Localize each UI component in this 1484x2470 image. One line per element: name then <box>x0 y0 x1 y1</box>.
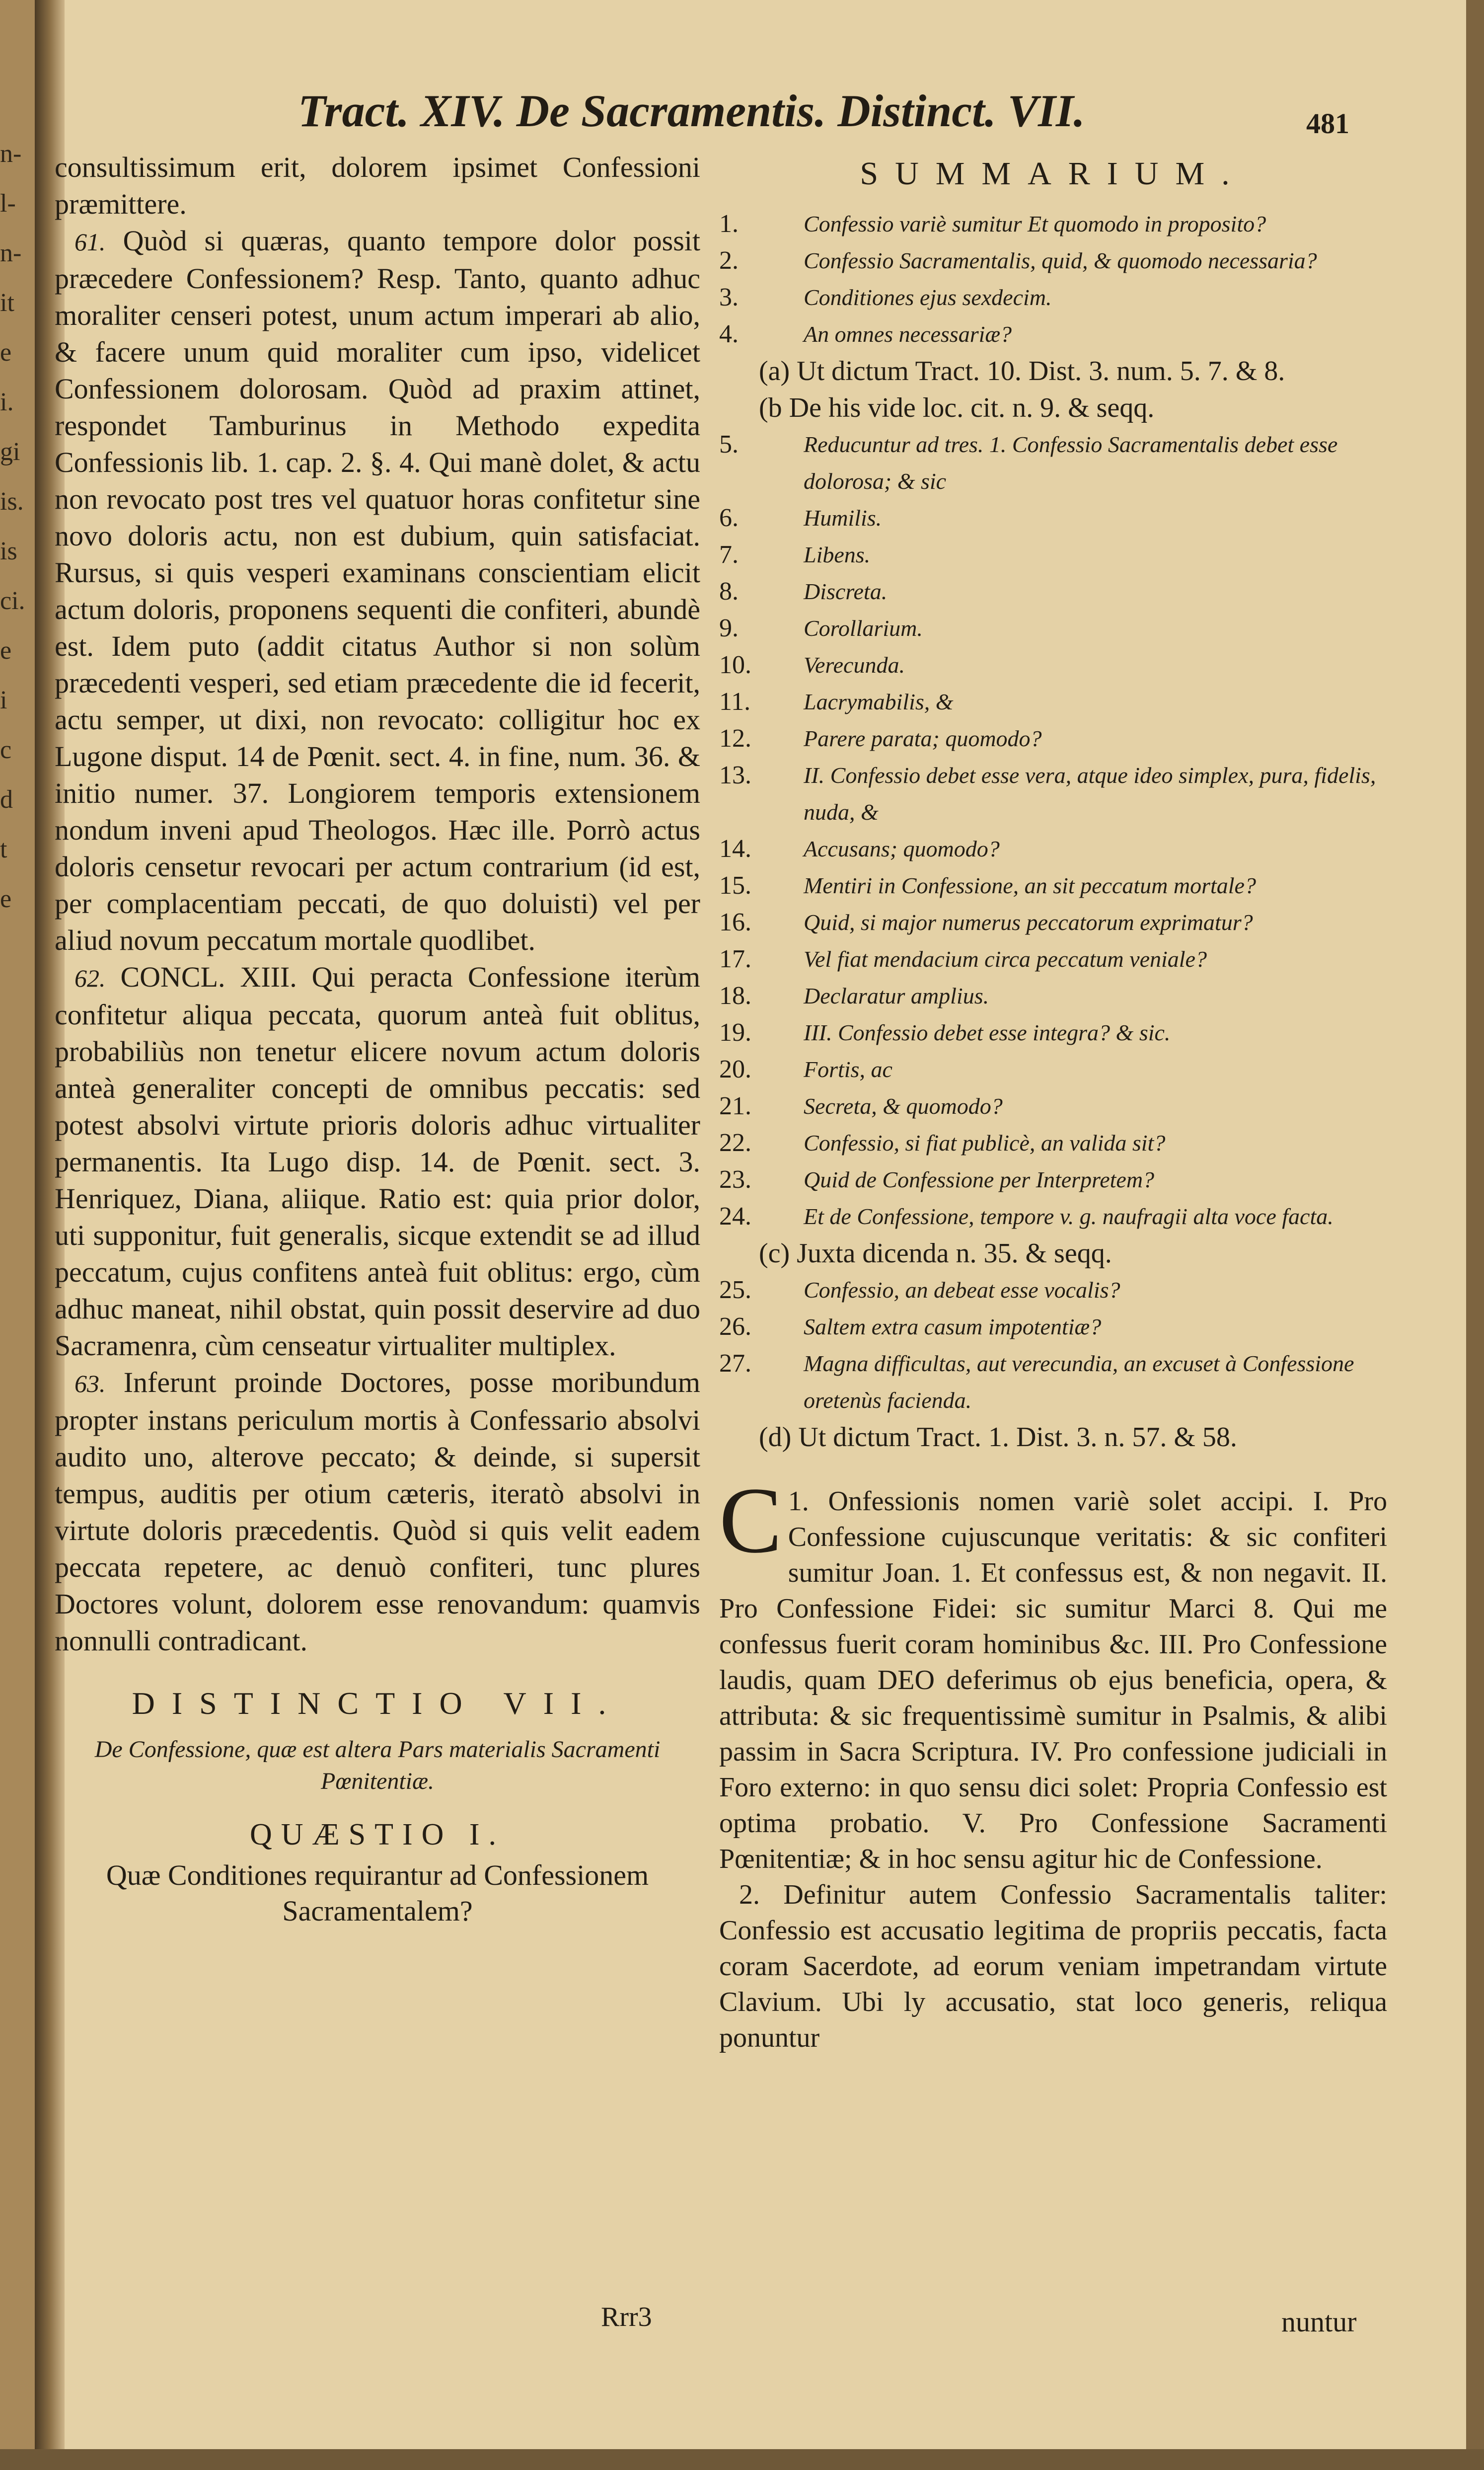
quaestio-text: Quæ Conditiones requirantur ad Confessionem Sacramentalem? <box>106 1859 649 1927</box>
summary-item <box>719 1345 1387 1419</box>
previous-page-fragment: is <box>0 537 17 565</box>
running-head: Tract. XIV. De Sacramentis. Distinct. VII. <box>298 85 1085 136</box>
summary-item <box>719 647 1387 684</box>
previous-page-fragment: e <box>0 338 12 367</box>
summary-item <box>719 1272 1387 1309</box>
summary-item <box>719 978 1387 1014</box>
summary-item-number: 4. <box>719 320 739 348</box>
drop-cap: C <box>719 1468 782 1573</box>
left-column <box>55 149 700 1929</box>
summary-item <box>719 316 1387 353</box>
summary-item <box>719 537 1387 573</box>
body-text <box>719 1468 1388 2056</box>
paragraph-number: 62. <box>74 964 106 992</box>
summary-title: SUMMARIUM. <box>860 155 1247 192</box>
summary-item <box>719 610 1387 647</box>
previous-page-fragment: ci. <box>0 587 25 615</box>
summary-item-text: III. Confessio debet esse integra? & sic. <box>804 1020 1171 1045</box>
summary-item-number: 27. <box>719 1349 751 1378</box>
summary-item-number: 24. <box>719 1202 751 1231</box>
paragraph-number: 2. <box>739 1879 760 1910</box>
summary-item <box>719 206 1387 242</box>
summary-item-text: Magna difficultas, aut verecundia, an excuset à Confessione oretenùs facienda. <box>804 1351 1354 1413</box>
previous-page-fragment: t <box>0 835 7 863</box>
summary-item-number: 11. <box>719 688 751 716</box>
summary-item <box>719 1198 1387 1235</box>
body-paragraph-1 <box>719 1468 1388 1877</box>
summary-item <box>719 1088 1387 1125</box>
summary-item-number: 21. <box>719 1092 751 1120</box>
previous-page-fragment: i. <box>0 388 14 416</box>
distinctio-heading: DISTINCTIO VII. <box>132 1686 623 1721</box>
summary-item <box>719 1051 1387 1088</box>
summary-item-text: Libens. <box>804 542 871 567</box>
paragraph-text: Definitur autem Confessio Sacramentalis taliter: Confessio est accusatio legitima de propriis peccatis, facta coram Sacerdote, ad eorum veniam impetrandam virtute Clavium. Ubi ly accusatio, stat loco generis, reliqua ponuntur <box>719 1879 1387 2053</box>
summary-item-text: Secreta, & quomodo? <box>804 1093 1003 1119</box>
paragraph-text: CONCL. XIII. Qui peracta Confessione iterùm confitetur aliqua peccata, quorum anteà fuit oblitus, probabiliùs non tenetur elicere novum actum doloris anteà generaliter concepti de omnibus peccatis: sed potest absolvi virtute prioris doloris adhuc virtualiter permanentis. Ita Lugo disp. 14. de Pœnit. sect. 3. Henriquez, Diana, aliique. Ratio est: quia prior dolor, uti supponitur, fuit generalis, sicque extendit se ad illud peccatum, cujus confitens anteà fuit oblitus: ergo, cùm adhuc maneat, nihil obstat, quin possit deservire ad duo Sacramenra, cùm censeatur virtualiter multiplex. <box>55 961 701 1362</box>
paragraph-63 <box>55 1364 700 1659</box>
summary-item <box>719 242 1387 279</box>
summary-item-number: 15. <box>719 871 751 900</box>
page-edge-right <box>1466 0 1484 2470</box>
right-column <box>719 149 1387 2056</box>
previous-page-fragment: e <box>0 636 12 665</box>
paragraph-text: Onfessionis nomen variè solet accipi. I. Pro Confessione cujuscunque veritatis: & sic confiteri sumitur Joan. 1. Et confessus est, & non negavit. II. Pro Confessione Fidei: sic sumitur Marci 8. Qui me confessus fuerit coram hominibus &c. III. Pro Confessione laudis, quam DEO deferimus ob ejus beneficia, opera, & attributa: & sic frequentissimè sumitur in Psalmis, & alibi passim in Sacra Scriptura. IV. Pro confessione judiciali in Foro externo: in quo sensu dici solet: Propria Confessio est optima probatio. V. Pro Confessione Sacramenti Pœnitentiæ; & in hoc sensu agitur hic de Confessione. <box>719 1486 1388 1874</box>
previous-page-fragment: is. <box>0 487 24 516</box>
paragraph-61 <box>55 223 700 959</box>
previous-page-fragment: gi <box>0 438 20 466</box>
summary-item-number: 23. <box>719 1165 751 1194</box>
paragraph-continuation: consultissimum erit, dolorem ipsimet Confessioni præmittere. <box>55 151 700 220</box>
summary-item-text: Confessio variè sumitur Et quomodo in proposito? <box>804 211 1266 236</box>
summary-item-text: Fortis, ac <box>804 1057 892 1082</box>
summary-item-number: 1. <box>719 210 739 238</box>
summary-item-text: Saltem extra casum impotentiæ? <box>804 1314 1102 1339</box>
summary-item-text: Conditiones ejus sexdecim. <box>804 285 1052 310</box>
previous-page-fragment: d <box>0 785 13 814</box>
summary-item-number: 20. <box>719 1055 751 1083</box>
distinctio-subtitle: De Confessione, quæ est altera Pars materialis Sacramenti Pœnitentiæ. <box>94 1736 661 1794</box>
summary-item-text: Et de Confessione, tempore v. g. naufragii alta voce facta. <box>804 1204 1334 1229</box>
summary-item <box>719 500 1387 537</box>
summary-item-text: Confessio, an debeat esse vocalis? <box>804 1277 1120 1303</box>
summary-item-text: Lacrymabilis, & <box>804 689 954 714</box>
summary-item <box>719 684 1387 720</box>
summary-list <box>719 206 1387 1456</box>
summary-item <box>719 279 1387 316</box>
summary-item <box>719 757 1387 831</box>
summary-item-number: 22. <box>719 1129 751 1157</box>
summary-item-number: 18. <box>719 982 751 1010</box>
quaestio-heading: QUÆSTIO I. <box>249 1818 506 1852</box>
summary-item <box>719 1014 1387 1051</box>
previous-page-fragment: i <box>0 686 7 714</box>
summary-item <box>719 941 1387 978</box>
summary-item-text: Quid de Confessione per Interpretem? <box>804 1167 1155 1192</box>
summary-item-text: Mentiri in Confessione, an sit peccatum mortale? <box>804 873 1256 898</box>
summary-item-number: 8. <box>719 577 739 606</box>
summary-item-number: 19. <box>719 1018 751 1047</box>
paragraph-number: 1. <box>788 1486 809 1517</box>
summary-item-number: 7. <box>719 540 739 569</box>
summary-item-text: Vel fiat mendacium circa peccatum veniale? <box>804 946 1207 972</box>
summary-item <box>719 426 1387 500</box>
summary-item <box>719 1161 1387 1198</box>
summary-item-text: Quid, si major numerus peccatorum exprimatur? <box>804 910 1253 935</box>
body-paragraph-2 <box>719 1877 1387 2056</box>
previous-page-fragment: e <box>0 885 12 913</box>
previous-page-fragment: it <box>0 289 14 317</box>
page-number: 481 <box>1306 107 1349 140</box>
summary-note: (a) Ut dictum Tract. 10. Dist. 3. num. 5. 7. & 8. <box>759 356 1285 386</box>
paragraph-62 <box>55 959 700 1364</box>
summary-note: (c) Juxta dicenda n. 35. & seqq. <box>759 1238 1112 1269</box>
summary-note: (b De his vide loc. cit. n. 9. & seqq. <box>759 392 1155 423</box>
summary-note: (d) Ut dictum Tract. 1. Dist. 3. n. 57. & 58. <box>759 1422 1237 1453</box>
summary-item-text: Reducuntur ad tres. 1. Confessio Sacramentalis debet esse dolorosa; & sic <box>804 432 1338 494</box>
summary-item-number: 5. <box>719 430 739 459</box>
summary-item-number: 6. <box>719 504 739 532</box>
summary-item-number: 16. <box>719 908 751 936</box>
summary-item-number: 14. <box>719 835 751 863</box>
paragraph-text: Inferunt proinde Doctores, posse moribundum propter instans periculum mortis à Confessario absolvi audito uno, alterove peccato; & deinde, si supersit tempus, auditis per otium cæteris, iteratò absolvi in virtute doloris præcedentis. Quòd si quis velit eadem peccata repetere, ac denuò confiteri, tunc plures Doctores volunt, dolorem esse renovandum: quamvis nonnulli contradicant. <box>55 1366 701 1657</box>
signature-mark: Rrr3 <box>601 2302 652 2332</box>
summary-item-number: 26. <box>719 1312 751 1341</box>
previous-page-fragment: c <box>0 736 12 764</box>
summary-item-text: Corollarium. <box>804 616 923 641</box>
summary-item-number: 17. <box>719 945 751 973</box>
summary-item <box>719 573 1387 610</box>
summary-item-number: 13. <box>719 761 751 789</box>
summary-item-text: An omnes necessariæ? <box>804 321 1012 347</box>
summary-item <box>719 867 1387 904</box>
summary-item-number: 25. <box>719 1276 751 1304</box>
summary-item-text: Accusans; quomodo? <box>804 836 1000 861</box>
catchword: nuntur <box>1281 2306 1357 2338</box>
summary-item-text: Confessio, si fiat publicè, an valida sit? <box>804 1130 1166 1156</box>
summary-item-number: 2. <box>719 246 739 275</box>
summary-item-number: 9. <box>719 614 739 642</box>
summary-item-text: II. Confessio debet esse vera, atque ideo simplex, pura, fidelis, nuda, & <box>804 763 1376 825</box>
paragraph-number: 63. <box>74 1370 106 1397</box>
previous-page-fragment: n- <box>0 239 22 267</box>
summary-item-text: Discreta. <box>804 579 888 604</box>
summary-item-number: 3. <box>719 283 739 311</box>
summary-item <box>719 720 1387 757</box>
summary-item-number: 10. <box>719 651 751 679</box>
summary-item-text: Confessio Sacramentalis, quid, & quomodo necessaria? <box>804 248 1317 273</box>
summary-item-text: Humilis. <box>804 505 882 531</box>
paragraph-number: 61. <box>74 228 106 256</box>
summary-item <box>719 904 1387 941</box>
page-edge-bottom <box>0 2449 1484 2470</box>
previous-page-fragments <box>0 129 35 924</box>
summary-item-text: Verecunda. <box>804 652 905 678</box>
previous-page-fragment: n- <box>0 140 22 168</box>
summary-item-number: 12. <box>719 724 751 753</box>
previous-page-fragment: l- <box>0 189 16 218</box>
summary-item <box>719 831 1387 867</box>
summary-item-text: Declaratur amplius. <box>804 983 989 1008</box>
summary-item <box>719 1125 1387 1161</box>
paragraph-text: Quòd si quæras, quanto tempore dolor possit præcedere Confessionem? Resp. Tanto, quanto adhuc moraliter censeri potest, unum actum imperari ab alio, & facere unum quid moraliter cum ipso, videlicet Confessionem dolorosam. Quòd ad praxim attinet, respondet Tamburinus in Methodo expedita Confessionis lib. 1. cap. 2. §. 4. Qui manè dolet, & actu non revocato post tres vel quatuor horas confitetur sine novo doloris actu, non est dubium, quin satisfaciat. Rursus, si quis vesperi examinans conscientiam elicit actum doloris, proponens sequenti die confiteri, abundè est. Idem puto (addit citatus Author si non solùm præcedenti vesperi, sed etiam præcedente die id fecerit, actu semper, ut dixi, non revocato: colligitur hoc ex Lugone disput. 14 de Pœnit. sect. 4. in fine, num. 36. & initio numer. 37. Longiorem temporis extensionem nondum inveni apud Theologos. Hæc ille. Porrò actus doloris censetur revocari per actum contrarium (id est, per complacentiam peccati, de quo doluisti) vel per aliud novum peccatum mortale quodlibet. <box>55 225 700 956</box>
summary-item <box>719 1309 1387 1345</box>
summary-item-text: Parere parata; quomodo? <box>804 726 1042 751</box>
